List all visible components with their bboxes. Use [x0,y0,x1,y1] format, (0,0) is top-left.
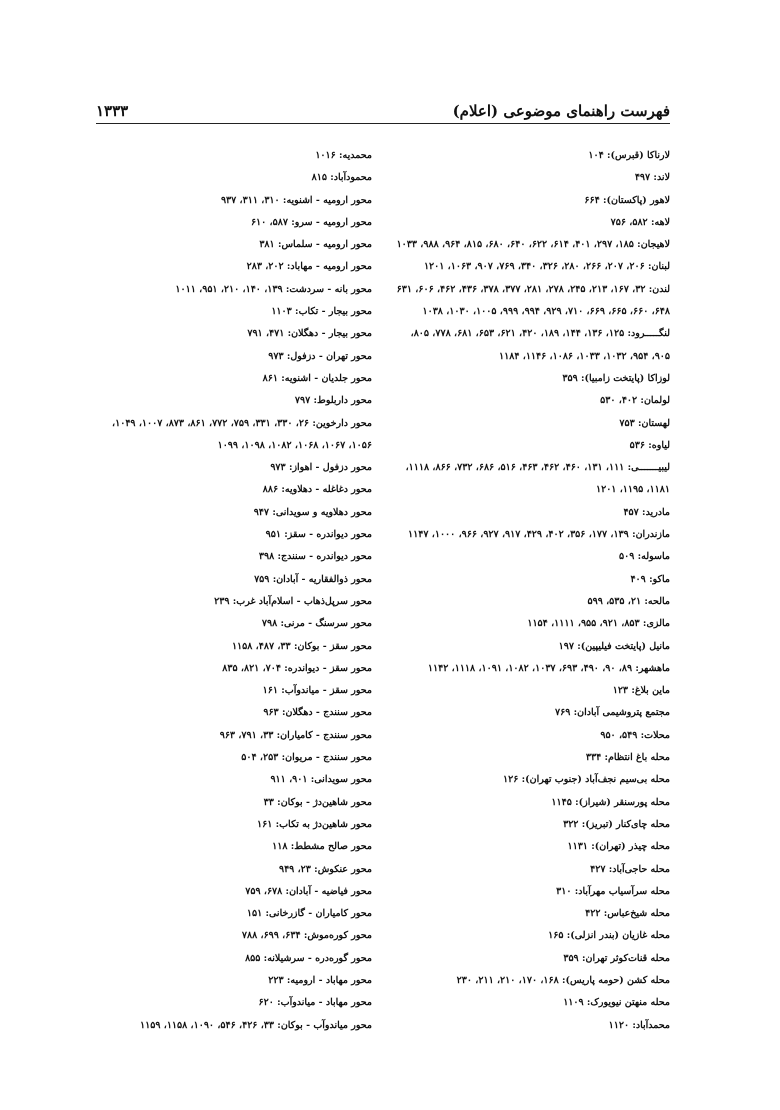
index-entry: لنگـــــرود: ۱۲۵، ۱۳۶، ۱۴۴، ۱۸۹، ۴۲۰، ۶۲۱، ۶۵۳، ۶۸۱، ۷۷۸، ۸۰۵، [410,328,670,340]
index-entry: محمودآباد: ۸۱۵ [311,172,372,184]
index-entry: مجتمع پتروشیمی آبادان: ۷۶۹ [555,707,670,719]
index-entry: محلات: ۵۴۹، ۹۵۰ [600,729,670,741]
index-entry: محور دیواندره - سنندج: ۳۹۸ [258,551,372,563]
index-entry: ماهشهر: ۸۹، ۹۰، ۴۹۰، ۶۹۳، ۱۰۳۷، ۱۰۸۲، ۱۰۹۱، ۱۱۱۸، ۱۱۴۲ [427,662,670,674]
index-entry: محور گوره‌دره - سرشیلانه: ۸۵۵ [245,952,372,964]
index-entry: محور سقز - میاندوآب: ۱۶۱ [262,685,372,697]
index-entry: محور ارومیه - اشنویه: ۳۱۰، ۳۱۱، ۹۳۷ [220,194,372,206]
index-entry: محور سویدانی: ۹۰۱، ۹۱۱ [270,774,372,786]
index-entry: محور ارومیه - مهاباد: ۲۰۲، ۲۸۳ [246,261,372,273]
index-entry: محور سنندج - مریوان: ۲۵۳، ۵۰۴ [241,752,372,764]
index-entry: محور فیاضیه - آبادان: ۶۷۸، ۷۵۹ [245,885,372,897]
index-entry: محله بی‌سیم نجف‌آباد (جنوب تهران): ۱۲۶ [502,774,670,786]
index-entry: مازندران: ۱۳۹، ۱۷۷، ۳۵۶، ۴۰۲، ۴۲۹، ۹۱۷، ۹۲۷، ۹۶۶، ۱۰۰۰، ۱۱۴۷ [408,529,670,541]
index-entry: محور دارخوین: ۲۶، ۳۳۰، ۳۳۱، ۷۵۹، ۷۷۲، ۸۶۱، ۸۷۳، ۱۰۰۷، ۱۰۴۹، [112,417,372,429]
index-entry: محور ارومیه - سرو: ۵۸۷، ۶۱۰ [250,216,372,228]
index-entry: مالزی: ۸۵۳، ۹۲۱، ۹۵۵، ۱۱۱۱، ۱۱۵۴ [527,618,670,630]
index-entry: محور صالح مشطط: ۱۱۸ [272,841,372,853]
index-entry: محور ارومیه - سلماس: ۳۸۱ [259,239,372,251]
index-entry: محور سنندج - دهگلان: ۹۶۳ [263,707,372,719]
index-entry: محور ذوالفقاریه - آبادان: ۷۵۹ [254,573,372,585]
index-entry: لیبیـــــــی: ۱۱۱، ۱۳۱، ۴۶۰، ۴۶۲، ۴۶۳، ۵۱۶، ۶۸۶، ۷۳۲، ۸۶۶، ۱۱۱۸، [405,462,670,474]
index-entry: محور دهلاویه و سویدانی: ۹۴۷ [253,506,372,518]
index-column-left [42,145,372,1037]
page-number: ۱۳۳۳ [96,102,129,120]
index-entry: مانیل (پایتخت فیلیپین): ۱۹۷ [558,640,670,652]
index-entry: لاهه: ۵۸۲، ۷۵۶ [610,216,670,228]
index-entry: محور کوره‌موش: ۶۳۴، ۶۹۹، ۷۸۸ [241,930,372,942]
index-entry: محمدیه: ۱۰۱۶ [315,150,372,161]
index-entry: ۱۰۵۶، ۱۰۶۷، ۱۰۶۸، ۱۰۸۲، ۱۰۹۸، ۱۰۹۹ [217,439,372,451]
index-entry: لندن: ۳۲، ۱۶۷، ۲۱۳، ۲۴۵، ۲۷۸، ۲۸۱، ۳۷۷، ۳۷۸، ۴۳۶، ۴۶۲، ۶۰۶، ۶۳۱ [396,283,670,295]
index-entry: محور شاهین‌دژ به تکاب: ۱۶۱ [256,818,372,830]
index-entry: محله قنات‌کوثر تهران: ۳۵۹ [563,952,670,964]
index-entry: محور دغاغله - دهلاویه: ۸۸۶ [262,484,372,496]
running-header [96,94,670,120]
index-entry: محور سرسنگ - مرنی: ۷۹۸ [261,618,372,630]
index-entry: محور دیواندره - سقز: ۹۵۱ [265,529,372,541]
index-entry: محور تهران - دزفول: ۹۷۳ [268,350,372,362]
index-entry: ماکو: ۴۰۹ [630,573,670,585]
index-entry: محله کشن (حومه پاریس): ۱۶۸، ۱۷۰، ۲۱۰، ۲۱۱، ۲۳۰ [456,974,670,986]
index-entry: محور میاندوآب - بوکان: ۳۳، ۴۲۶، ۵۴۶، ۱۰۹۰، ۱۱۵۸، ۱۱۵۹ [140,1019,372,1031]
index-entry: محور داربلوط: ۷۹۷ [294,395,372,407]
index-entry: محور سرپل‌ذهاب - اسلام‌آباد غرب: ۲۳۹ [214,595,372,607]
index-entry: ۹۰۵، ۹۵۴، ۱۰۳۲، ۱۰۳۳، ۱۰۸۶، ۱۱۴۶، ۱۱۸۴ [499,350,670,362]
index-entry: محور بیجار - دهگلان: ۴۷۱، ۷۹۱ [247,328,372,340]
index-entry: لیاوه: ۵۳۶ [629,439,670,451]
index-entry: محله شیخ‌عباس: ۴۲۲ [585,908,670,920]
index-entry: محله حاجی‌آباد: ۴۲۷ [590,863,670,875]
index-entry: لارناکا (قبرس): ۱۰۴ [588,150,670,161]
index-entry: محور عنکوش: ۲۳، ۹۴۹ [278,863,372,875]
index-entry: لهستان: ۷۵۳ [619,417,670,429]
index-entry: محور مهاباد - ارومیه: ۲۲۳ [268,974,372,986]
index-entry: محور مهاباد - میاندوآب: ۶۲۰ [258,997,372,1009]
index-entry: ماین بلاغ: ۱۲۳ [612,685,670,697]
index-entry: محور دزفول - اهواز: ۹۷۳ [270,462,372,474]
index-entry: محله باغ انتظام: ۳۳۴ [585,752,670,764]
index-entry: محور بیجار - تکاب: ۱۱۰۳ [271,306,372,318]
index-entry: ماسوله: ۵۰۹ [619,551,670,563]
index-entry: لاهور (پاکستان): ۶۶۴ [584,194,670,206]
index-entry: محور جلدیان - اشنویه: ۸۶۱ [262,372,372,384]
index-entry: محور سقز - دیواندره: ۷۰۴، ۸۲۱، ۸۳۵ [222,662,372,674]
index-entry: لاهیجان: ۱۸۵، ۲۹۷، ۴۰۱، ۶۱۴، ۶۲۲، ۶۴۰، ۶۸۰، ۸۱۵، ۹۶۴، ۹۸۸، ۱۰۳۳ [396,239,670,251]
index-entry: محور سنندج - کامیاران: ۳۳، ۷۹۱، ۹۶۳ [219,729,372,741]
index-entry: ۶۴۸، ۶۶۰، ۶۶۵، ۶۶۹، ۷۱۰، ۹۲۹، ۹۹۴، ۹۹۹، ۱۰۰۵، ۱۰۳۰، ۱۰۳۸ [422,306,670,318]
index-entry: محمدآباد: ۱۱۲۰ [608,1019,670,1031]
index-entry: لوزاکا (پایتخت زامبیا): ۳۵۹ [562,372,670,384]
index-entry: لاند: ۴۹۷ [634,172,670,184]
index-entry: لولمان: ۴۰۲، ۵۳۰ [600,395,670,407]
index-entry: محله پورسنقر (شیراز): ۱۱۴۵ [551,796,670,808]
header-rule [96,123,670,124]
index-entry: محور کامیاران - گازرخانی: ۱۵۱ [246,908,372,920]
index-entry: محور سقز - بوکان: ۳۳، ۴۸۷، ۱۱۵۸ [231,640,372,652]
index-entry: محله چیذر (تهران): ۱۱۳۱ [567,841,670,853]
index-entry: محله چای‌کنار (تبریز): ۳۲۲ [563,818,670,830]
index-entry: مالحه: ۲۱، ۵۳۵، ۵۹۹ [587,595,670,607]
index-entry: مادرید: ۴۵۷ [623,506,670,518]
index-entry: محله غازیان (بندر انزلی): ۱۶۵ [548,930,670,942]
header-title: فهرست راهنمای موضوعی (اعلام) [452,102,670,120]
index-entry: محله سرآسیاب مهرآباد: ۳۱۰ [556,885,670,897]
index-entry: لبنان: ۲۰۶، ۲۰۷، ۲۶۶، ۲۸۰، ۳۲۶، ۳۴۰، ۷۶۹، ۹۰۷، ۱۰۶۳، ۱۲۰۱ [423,261,670,273]
index-entry: محور بانه - سردشت: ۱۳۹، ۱۴۰، ۲۱۰، ۹۵۱، ۱۰۱۱ [175,283,372,295]
index-entry: ۱۱۸۱، ۱۱۹۵، ۱۲۰۱ [595,484,670,496]
index-entry: محله منهتن نیویورک: ۱۱۰۹ [563,997,670,1009]
index-entry: محور شاهین‌دژ - بوکان: ۳۳ [263,796,372,808]
